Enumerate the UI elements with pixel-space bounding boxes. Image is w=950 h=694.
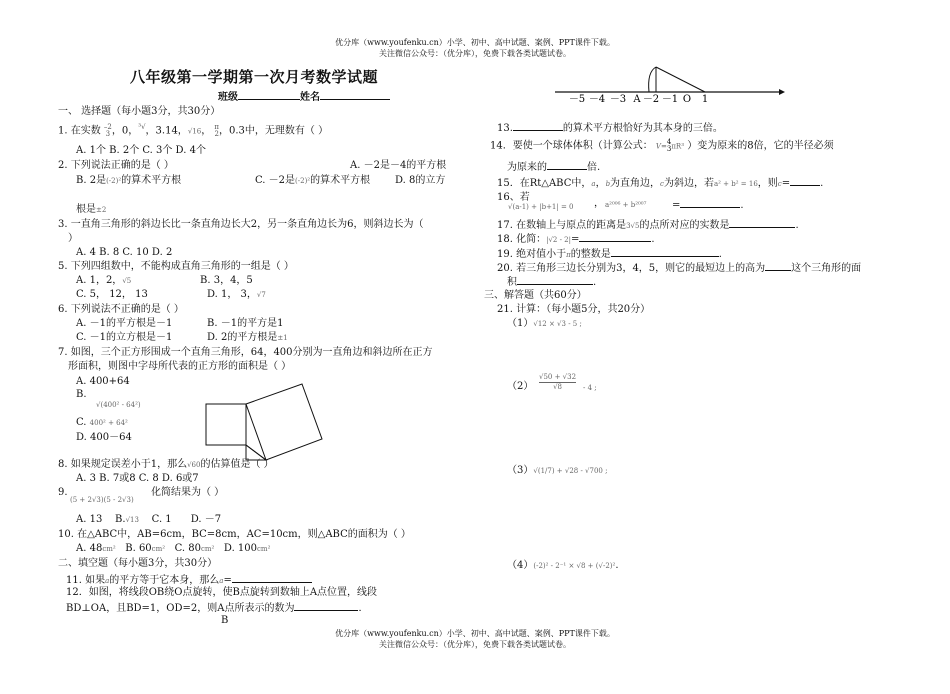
q15-c: c [660,180,664,188]
q2-b-text: B. 2是 [76,175,107,186]
q12-label-b: B [221,615,229,626]
q2-c-text: C. －2是 [255,175,296,186]
q1-fraction-neg-two-thirds: –2 3 [103,123,112,138]
q11-text-b: 的平方等于它本身，那么 [109,575,220,586]
q1-text-c: ，3.14， [145,125,188,137]
q9-text: 化简结果为（ ） [151,487,225,498]
q10-d: D. 100 [223,543,258,554]
q15-eq: = [781,178,791,189]
q11-text: 11. 如果 [66,575,106,586]
q12-text: BD⊥OA，且BD=1，OD=2，则A点所表示的数为 [66,603,295,614]
question-6: 6. 下列说法不正确的是（ ） [58,304,184,315]
question-14-line1 [490,139,834,154]
question-8 [58,458,274,472]
q3-close: ） [68,233,78,244]
q1-frac1-num: 2 [107,123,112,131]
q15-b: b [605,180,611,188]
q21-1-label: （1） [507,318,534,329]
number-line-label: －4 [588,94,606,105]
section-3-heading: 三、解答题（共60分） [484,290,587,301]
q18-text: 18. 化简： [497,234,547,245]
q17-text: 17. 在数轴上与原点的距离是 [497,220,627,231]
q14-v: V [655,142,661,151]
question-17: 17. 在数轴上与原点的距离是3√5的点所对应的实数是 . [497,217,799,233]
q10-a-unit: cm² [102,545,116,553]
q20-text-b: 这个三角形的面 [791,263,862,274]
q20-text: 20. 若三角形三边长分别为3，4，5，则它的最短边上的高为 [497,263,766,274]
q9-b: B. [115,514,126,525]
q11-eq: = [223,575,232,586]
question-14-line2 [507,159,600,174]
number-line-label: －5 [568,94,586,105]
q16-answer: = . [672,197,744,212]
q14-text-b: ）变为原来的8倍，它的半径必须 [687,140,834,152]
q21-4-expr: (-2)² - 2⁻¹ × √8 + (√-2)² [533,562,616,570]
q7-option-b-expr: √(400² - 64²) [96,401,141,409]
q10-c-unit: cm² [200,545,215,553]
q11-blank [232,572,312,583]
q21-1-expr: √12 × √3 - 5 ; [533,320,582,328]
section-2-heading: 二、填空题（每小题3分，共30分） [58,558,218,569]
number-line-label: －1 [661,94,679,105]
q10-options [76,542,270,556]
question-13 [497,120,723,135]
q19-text: 19. 绝对值小于 [497,249,567,260]
q5-d-text: D. 1， 3， [207,289,257,300]
question-18: 18. 化简：|√2 - 2|= . [497,231,655,247]
q21-part-4: （4）(-2)² - 2⁻¹ × √8 + (√-2)². [507,560,619,571]
footer-line-1: 优分库（www.youfenku.cn）小学、初中、高中试题、案例、PPT课件下载。 [335,629,615,638]
q15-text-b: ， [595,178,606,189]
q1-text: 1. 在实数 [58,125,101,137]
question-21: 21. 计算：（每小题5分，共20分） [497,304,651,315]
q1-frac2-den: 2 [214,130,219,138]
q21-4-label: （4） [507,560,534,571]
q15-text: 15．在Rt△ABC中， [497,178,592,189]
q7-c-expr: 400² + 64² [89,419,128,427]
question-10: 10. 在△ABC中，AB=6cm，BC=8cm，AC=10cm，则△ABC的面积为（ ） [58,529,411,540]
square-left [206,404,246,445]
q15-a: a [591,180,596,188]
question-5: 5. 下列四组数中，不能构成直角三角形的一组是（ ） [58,261,294,272]
q9-num: 9. [58,487,68,498]
q1-text-d: ， [201,125,212,137]
q18-blank [579,231,651,242]
q17-text-b: 的点所对应的实数是 [639,220,730,231]
q1-frac2-num: π [214,123,219,131]
q19-text-b: 的整数是 [570,249,611,260]
q2-option-d-cont [76,203,106,217]
q15-c-2: c [777,180,782,188]
question-9 [58,486,68,499]
q1-options: A. 1个 B. 2个 C. 3个 D. 4个 [76,145,206,156]
q15-expr: a² + b² = 16 [713,180,758,188]
name-label: 姓名 [300,92,320,103]
q19-blank [611,246,719,257]
q14-eq: = [660,142,667,151]
q2-b-expr: (-2)² [106,177,122,185]
q17-expr: 3√5 [626,222,640,230]
q14-text-d: 倍. [587,162,601,173]
q16-text: 16、若 [497,192,530,203]
q7-option-c [76,416,128,430]
q10-d-unit: cm² [257,545,271,553]
q2-option-c [255,174,370,188]
q15-text-c: 为直角边， [610,178,661,189]
question-12-line1: 12．如图，将线段OB绕O点旋转，使B点旋转到数轴上A点位置，线段 [66,587,378,598]
q2-c-text2: 的算术平方根 [310,175,371,186]
number-line-ticks [569,94,708,105]
q12-blank [294,600,358,611]
q21-2-num: √50 + √32 [539,373,577,381]
q13-text: 的算术平方根恰好为其本身的三倍。 [562,123,723,134]
q6-option-a: A. －1的平方根是－1 [76,318,173,329]
q12-end: ． [358,603,369,614]
q13-blank [513,120,563,131]
q5-option-d [207,288,266,302]
class-name-line [218,88,390,103]
q21-part-3 [507,464,607,478]
q21-part-2 [507,380,533,393]
q13-num: 13. [497,123,513,134]
question-7-line2: 形面积，则图中字母所代表的正方形的面积是（ ） [68,361,292,372]
q14-den: 3 [666,145,672,153]
q21-2-tail: - 4 ; [583,384,597,392]
question-20-line1 [497,260,861,275]
q7-option-d: D. 400－64 [76,432,132,443]
q3-options: A. 4 B. 8 C. 10 D. 2 [76,247,173,258]
question-2: 2. 下列说法正确的是（ ） [58,160,174,171]
q19-expr: π [566,251,571,259]
page-title: 八年级第一学期第一次月考数学试题 [130,68,379,86]
q16-eq: = [672,200,681,211]
q6-option-b: B. －1的平方是1 [207,318,284,329]
q5-a-text: A. 1，2， [76,275,123,286]
q6-option-c: C. －1的立方根是－1 [76,332,173,343]
q9-b-expr: √13 [125,516,139,524]
q20-blank-2 [517,274,593,285]
square-right [246,384,322,460]
q21-part-1 [507,317,582,331]
name-blank [320,89,390,100]
q8-text-b: 的估算值是（ ） [200,459,274,470]
q11-var-2: a [219,577,224,585]
q16-expr-1: √(a-1) + |b+1| = 0 [508,203,574,211]
q15-blank [790,175,820,186]
page-header [0,37,950,59]
segment-ob [656,67,705,92]
q5-option-c: C. 5， 12， 13 [76,289,148,300]
question-7-line1: 7. 如图，三个正方形围成一个直角三角形，64，400分别为一直角边和斜边所在正方 [58,347,433,358]
q18-expr: |√2 - 2| [546,236,571,244]
q20-text-c: 积 [507,277,517,288]
q10-a: A. 48 [76,543,103,554]
class-label: 班级 [218,92,238,103]
q21-2-label: （2） [507,381,534,392]
q14-tail: πR³ [671,142,685,151]
q21-2-fraction [539,373,576,392]
q8-options: A. 3 B. 7或8 C. 8 D. 6或7 [76,473,199,484]
q18-eq: = [571,234,580,245]
q9-c: C. 1 [151,514,172,525]
number-line-label: O [682,94,692,105]
q14-text: 14．要使一个球体体积（计算公式： [490,140,653,152]
q10-b: B. 60 [125,543,152,554]
q5-option-a [76,274,131,288]
q10-b-unit: cm² [151,545,166,553]
q9-d: D. －7 [190,514,222,525]
q10-c: C. 80 [174,543,201,554]
question-15: 15．在Rt△ABC中，a，b为直角边，c为斜边，若a² + b² = 16，则c= . [497,175,823,191]
q15-text-d: 为斜边，若 [663,178,714,189]
header-line-2: 关注微信公众号：（优分库），免费下载各类试题试卷。 [379,49,571,58]
q14-text-c: 为原来的 [507,162,547,173]
q9-options [76,513,221,527]
question-3: 3. 一直角三角形的斜边长比一条直角边长大2，另一条直角边长为6，则斜边长为（ [58,219,424,230]
page-footer [0,628,950,650]
number-line-arrow [779,89,785,95]
q6-d-expr: ±1 [277,334,288,342]
q21-3-expr: √(1/7) + √28 - √700 ; [533,467,608,475]
q6-option-d [207,331,288,345]
q2-option-d: D. 8的立方 [395,175,446,186]
q16-blank [680,197,740,208]
number-line-label: 1 [701,94,709,105]
q6-d-text: D. 2的平方根是 [207,332,278,343]
q1-text-e: ，0.3中，无理数有（ ） [218,125,329,137]
question-1 [58,124,328,139]
q12-number-line [555,66,785,106]
q20-blank-1 [765,260,791,271]
section-1-heading: 一、 选择题（每小题3分，共30分） [58,106,221,117]
q2-d-expr: ±2 [96,206,107,214]
q9-a: A. 13 [76,514,103,525]
q11-var: a [105,577,110,585]
q2-c-expr: (-2)² [295,177,311,185]
q16-comma: ， [594,198,604,209]
q1-frac1-den: 3 [105,130,111,138]
q1-text-b: ，0， [111,125,139,137]
number-line-label: A [633,94,641,105]
q9-expr: (5 + 2√3)(5 - 2√3) [70,496,134,504]
q14-blank [547,159,587,170]
q8-text: 8. 如果规定误差小于1，那么 [58,459,188,470]
q14-num: 4 [666,138,672,146]
question-12-line2 [66,600,368,615]
q1-sqrt-16: √16 [187,127,202,136]
footer-line-2: 关注微信公众号：（优分库），免费下载各类试题试卷。 [379,640,571,649]
question-20-line2: 积 . [507,274,596,289]
q7-c-text: C. [76,417,87,428]
q1-cube-root-expr: ³√ [138,123,146,131]
q21-2-den: √8 [553,383,562,391]
q21-3-label: （3） [507,465,534,476]
rotation-arc [649,67,656,92]
q7-option-b: B. [76,389,87,400]
q2-d-text2: 根是 [76,204,96,215]
q16-expr-2: a²⁰⁰⁶ + b²⁰⁰⁷ [605,201,647,209]
q2-b-text2: 的算术平方根 [121,175,182,186]
class-blank [238,89,300,100]
q2-option-a: A. －2是－4的平方根 [350,160,447,171]
question-19: 19. 绝对值小于π的整数是 . [497,246,722,262]
q2-option-b [76,174,181,188]
q15-text-e: ，则 [757,178,778,189]
q7-option-a: A. 400+64 [76,376,130,387]
q5-d-expr: √7 [256,291,266,299]
q8-expr: √60 [187,461,201,469]
header-line-1: 优分库（www.youfenku.cn）小学、初中、高中试题、案例、PPT课件下载。 [335,38,615,47]
q17-blank [729,217,795,228]
q5-option-b: B. 3，4，5 [200,275,253,286]
number-line-label: －2 [642,94,660,105]
q5-a-expr: √5 [122,277,132,285]
number-line-label: －3 [609,94,627,105]
